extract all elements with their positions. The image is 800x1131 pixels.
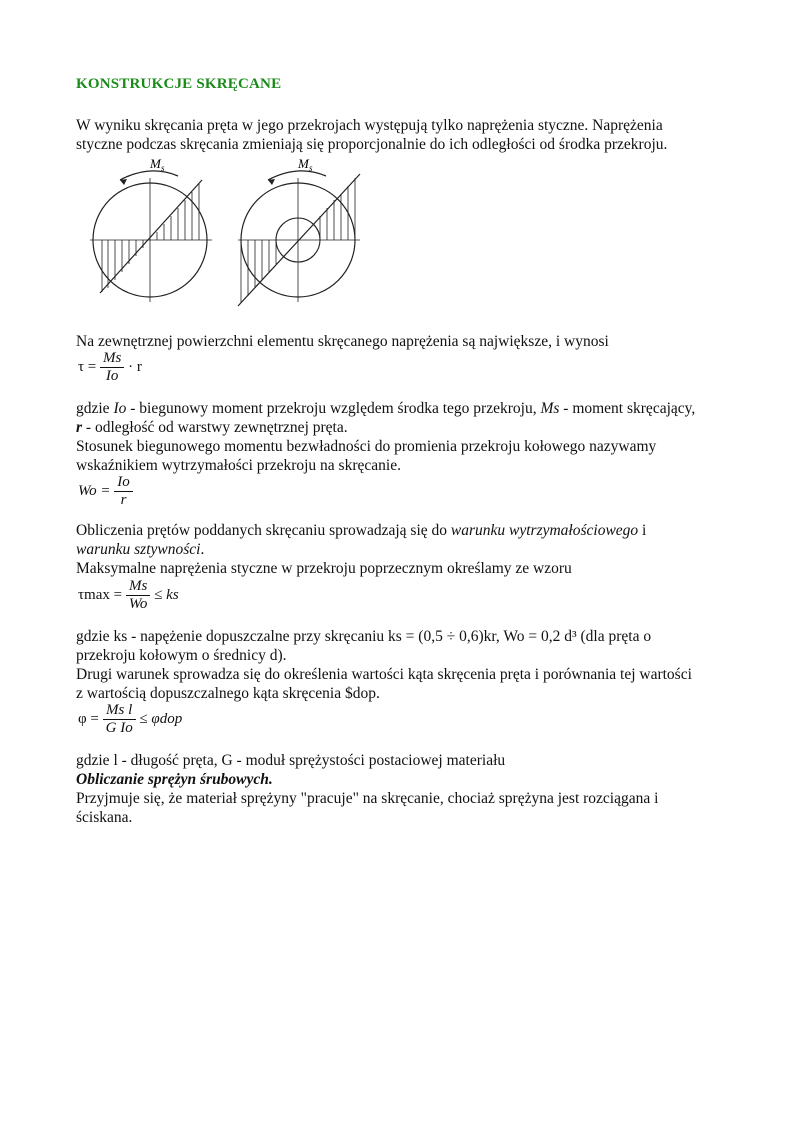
text-polar-moment: - biegunowy moment przekroju względem środka tego przekroju, <box>126 400 541 417</box>
symbol-io: Io <box>113 400 127 417</box>
formula-tau-max-lhs: τmax = <box>78 587 123 603</box>
formula-wo <box>78 474 133 509</box>
text-where: gdzie <box>76 400 114 417</box>
formula-tau-lhs: τ = <box>78 359 97 375</box>
svg-text:s: s <box>309 163 313 173</box>
symbol-r: r <box>76 419 83 436</box>
formula-tau-max-denominator: Wo <box>128 596 148 612</box>
text-strength-condition: warunku wytrzymałościowego <box>450 522 639 539</box>
formula-phi-rhs: ≤ φdop <box>139 711 183 727</box>
solid-section-diagram <box>90 158 212 302</box>
formula-wo-lhs: Wo = <box>78 483 111 499</box>
paragraph-conditions-line-1 <box>76 521 736 540</box>
paragraph-section-modulus-line-2: wskaźnikiem wytrzymałości przekroju na skręcanie. <box>76 457 401 474</box>
paragraph-length-modulus: gdzie l - długość pręta, G - moduł sprężystości postaciowej materiału <box>76 752 506 769</box>
paragraph-angle-line-2: z wartością dopuszczalnego kąta skręcenia $dop. <box>76 685 380 702</box>
formula-wo-denominator: r <box>120 492 127 508</box>
formula-tau <box>78 350 142 385</box>
svg-text:s: s <box>161 163 165 173</box>
formula-phi <box>78 702 182 737</box>
formula-tau-max-rhs: ≤ ks <box>154 587 179 603</box>
text-torque: - moment skręcający, <box>559 400 696 417</box>
paragraph-where-io <box>76 399 736 418</box>
paragraph-conditions-line-2 <box>76 540 736 559</box>
paragraph-springs-line-1: Przyjmuje się, że materiał sprężyny "pracuje" na skręcanie, chociaż sprężyna jest rozciągana i <box>76 790 659 807</box>
paragraph-springs-line-2: ściskana. <box>76 809 133 826</box>
subheading-springs: Obliczanie sprężyn śrubowych. <box>76 771 273 788</box>
formula-tau-max-fraction <box>126 578 151 613</box>
paragraph-where-r <box>76 418 736 437</box>
formula-tau-fraction <box>100 350 124 385</box>
section-title: KONSTRUKCJE SKRĘCANE <box>76 76 282 92</box>
symbol-ms: Ms <box>540 400 560 417</box>
formula-tau-denominator: Io <box>105 368 119 384</box>
paragraph-max-stress: Maksymalne naprężenia styczne w przekroju poprzecznym określamy ze wzoru <box>76 560 572 577</box>
hollow-section-diagram <box>238 158 360 306</box>
torsion-stress-figure <box>90 158 390 308</box>
text-calculations: Obliczenia prętów poddanych skręcaniu sprowadzają się do <box>76 522 451 539</box>
formula-phi-lhs: φ = <box>78 711 99 727</box>
svg-text:M: M <box>150 158 161 171</box>
paragraph-section-modulus-line-1: Stosunek biegunowego momentu bezwładności do promienia przekroju kołowego nazywamy <box>76 438 657 455</box>
formula-phi-fraction <box>103 702 136 737</box>
paragraph-angle-line-1: Drugi warunek sprowadza się do określenia wartości kąta skręcenia pręta i porównania tej wartości <box>76 666 692 683</box>
formula-tau-numerator: Ms <box>100 350 124 368</box>
paragraph-allowable-stress-line-1: gdzie ks - napężenie dopuszczalne przy skręcaniu ks = (0,5 ÷ 0,6)kr, Wo = 0,2 d³ (dla pręta o <box>76 628 652 645</box>
intro-paragraph-line-2: styczne podczas skręcania zmieniają się proporcjonalnie do ich odległości od środka przekroju. <box>76 136 668 153</box>
text-stiffness-condition: warunku sztywności <box>76 541 201 558</box>
text-period: . <box>200 541 205 558</box>
formula-wo-fraction <box>114 474 133 509</box>
paragraph-allowable-stress-line-2: przekroju kołowym o średnicy d). <box>76 647 287 664</box>
formula-tau-rhs: · r <box>128 359 142 375</box>
formula-phi-denominator: G Io <box>105 720 133 736</box>
svg-text:M: M <box>298 158 309 171</box>
formula-phi-numerator: Ms l <box>103 702 136 720</box>
formula-tau-max-numerator: Ms <box>126 578 151 596</box>
paragraph-surface-stress: Na zewnętrznej powierzchni elementu skręcanego naprężenia są największe, i wynosi <box>76 333 609 350</box>
text-and: i <box>638 522 647 539</box>
formula-tau-max <box>78 578 179 613</box>
intro-paragraph-line-1: W wyniku skręcania pręta w jego przekrojach występują tylko naprężenia styczne. Naprężenia <box>76 117 663 134</box>
formula-wo-numerator: Io <box>114 474 133 492</box>
text-distance: - odległość od warstwy zewnętrznej pręta. <box>82 419 348 436</box>
